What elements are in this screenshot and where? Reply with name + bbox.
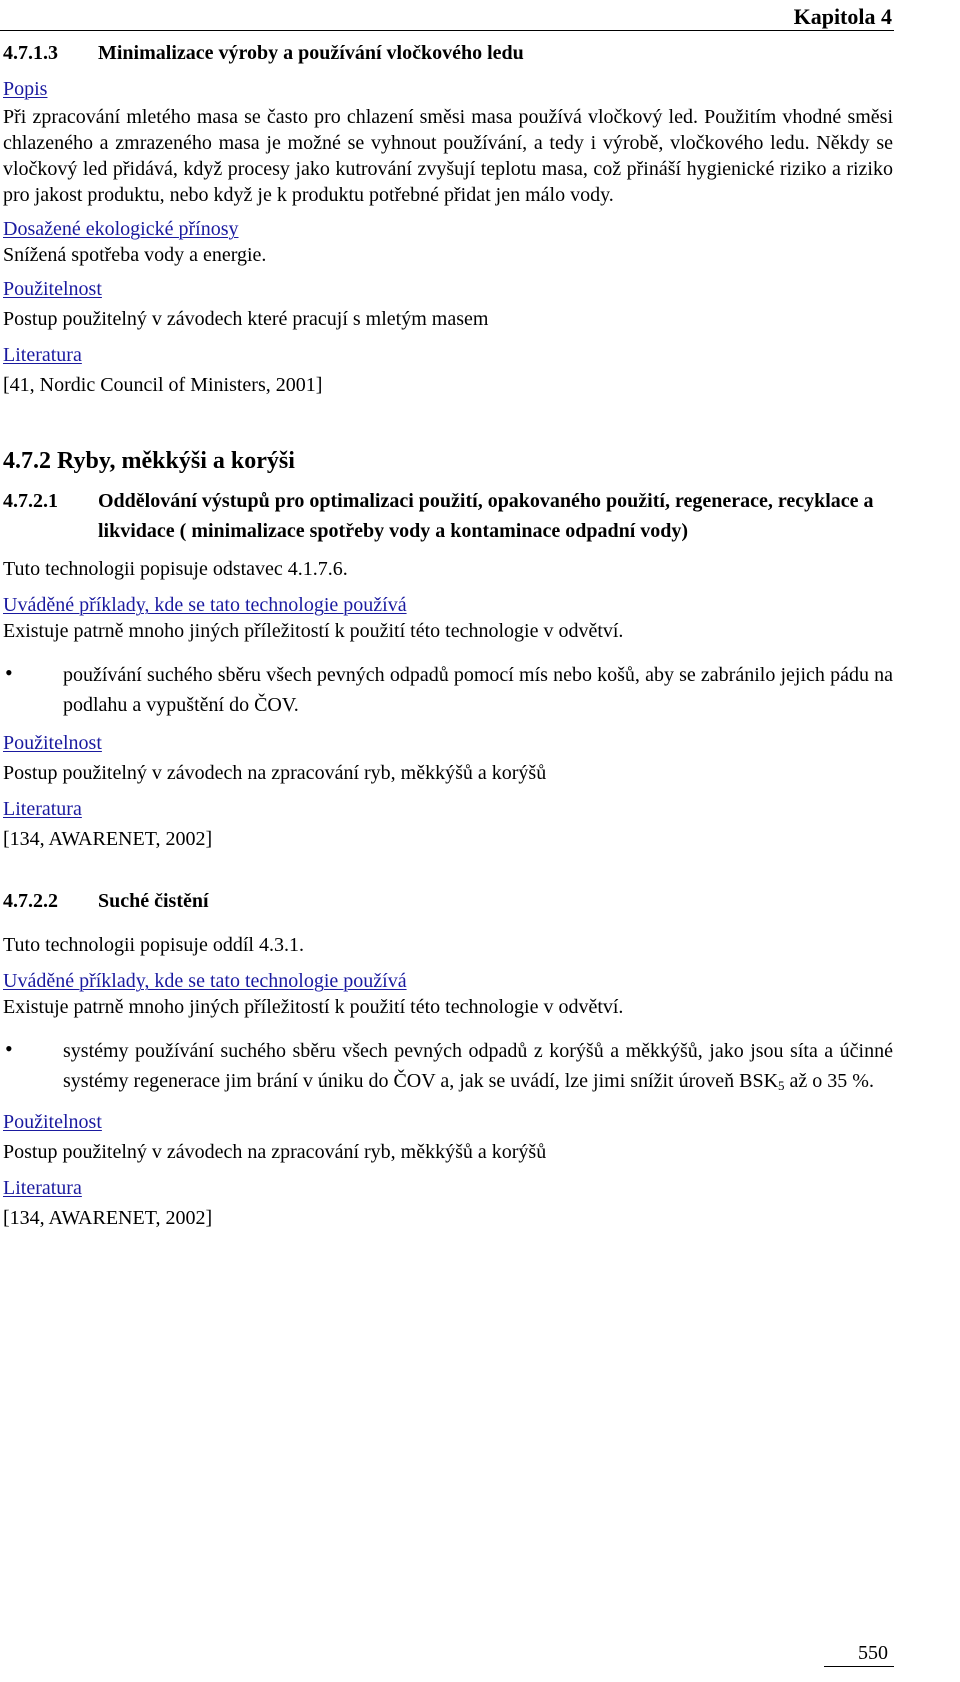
- usability-text: Postup použitelný v závodech na zpracování ryb, měkkýšů a korýšů: [3, 762, 547, 784]
- bullet-icon: •: [5, 660, 13, 685]
- examples-label: Uváděné příklady, kde se tato technologie používá: [3, 594, 407, 616]
- literature-text: [134, AWARENET, 2002]: [3, 1207, 213, 1229]
- examples-text: Existuje patrně mnoho jiných příležitostí k použití této technologie v odvětví.: [3, 620, 624, 642]
- bullet-icon: •: [5, 1036, 13, 1061]
- chapter-label: Kapitola 4: [793, 4, 892, 29]
- section-heading-4-7-2-2: [3, 888, 893, 914]
- usability-text: Postup použitelný v závodech na zpracování ryb, měkkýšů a korýšů: [3, 1141, 547, 1163]
- usability-label: Použitelnost: [3, 278, 102, 300]
- examples-label: Uváděné příklady, kde se tato technologie používá: [3, 970, 407, 992]
- section-heading-4-7-1-3: [3, 40, 893, 66]
- page-content: [3, 36, 893, 1231]
- bullet-text: používání suchého sběru všech pevných odpadů pomocí mís nebo košů, aby se zabránilo jejich pádu na podlahu a vypuštění do ČOV.: [63, 664, 893, 716]
- page-number: 550: [858, 1642, 888, 1664]
- examples-text: Existuje patrně mnoho jiných příležitostí k použití této technologie v odvětví.: [3, 996, 624, 1018]
- section-heading-4-7-2-1: [3, 486, 893, 546]
- usability-text: Postup použitelný v závodech které pracují s mletým masem: [3, 308, 489, 330]
- literature-text: [134, AWARENET, 2002]: [3, 828, 213, 850]
- usability-label: Použitelnost: [3, 732, 102, 754]
- benefits-label: Dosažené ekologické přínosy: [3, 218, 239, 240]
- usability-label: Použitelnost: [3, 1111, 102, 1133]
- section-number: 4.7.2: [3, 448, 51, 474]
- section-number: 4.7.2.1: [3, 490, 58, 512]
- list-item: [3, 660, 893, 720]
- bullet-list: [3, 1036, 893, 1101]
- literature-label: Literatura: [3, 344, 82, 366]
- section-title: Minimalizace výroby a používání vločkového ledu: [98, 42, 524, 64]
- intro-text: Tuto technologii popisuje odstavec 4.1.7.6.: [3, 558, 348, 580]
- benefits-text: Snížená spotřeba vody a energie.: [3, 244, 267, 266]
- bullet-list: [3, 660, 893, 720]
- section-title: Suché čistění: [98, 890, 209, 912]
- section-number: 4.7.1.3: [3, 42, 58, 64]
- subscript: 5: [778, 1078, 785, 1093]
- literature-label: Literatura: [3, 1177, 82, 1199]
- literature-label: Literatura: [3, 798, 82, 820]
- footer-rule: [824, 1666, 894, 1667]
- section-title: Oddělování výstupů pro optimalizaci použití, opakovaného použití, regenerace, recyklace a likvidace ( minimalizace spotřeby vody a kontaminace odpadní vody): [98, 490, 874, 542]
- literature-text: [41, Nordic Council of Ministers, 2001]: [3, 374, 323, 396]
- bullet-text: systémy používání suchého sběru všech pevných odpadů z korýšů a měkkýšů, jako jsou síta a účinné systémy regenerace jim brání v úniku do ČOV a, jak se uvádí, lze jimi snížit úroveň $BSK_5$ až o 35 %.: [63, 1040, 893, 1093]
- section-number: 4.7.2.2: [3, 890, 58, 912]
- header-rule: [0, 30, 894, 31]
- section-heading-4-7-2: [3, 448, 893, 474]
- list-item: [3, 1036, 893, 1101]
- section-title: Ryby, měkkýši a korýši: [57, 448, 295, 474]
- popis-text: Při zpracování mletého masa se často pro chlazení směsi masa používá vločkový led. Použitím vhodné směsi chlazeného a zmrazeného masa je možné se vyhnout používání, a tedy i výrobě, vločkového ledu. Někdy se vločkový led přidává, když procesy jako kutrování zvyšují teplotu masa, což přináší hygienické riziko a riziko pro jakost produktu, nebo když je k produktu potřebné přidat jen málo vody.: [3, 106, 893, 206]
- popis-label: Popis: [3, 78, 48, 100]
- intro-text: Tuto technologii popisuje oddíl 4.3.1.: [3, 934, 304, 956]
